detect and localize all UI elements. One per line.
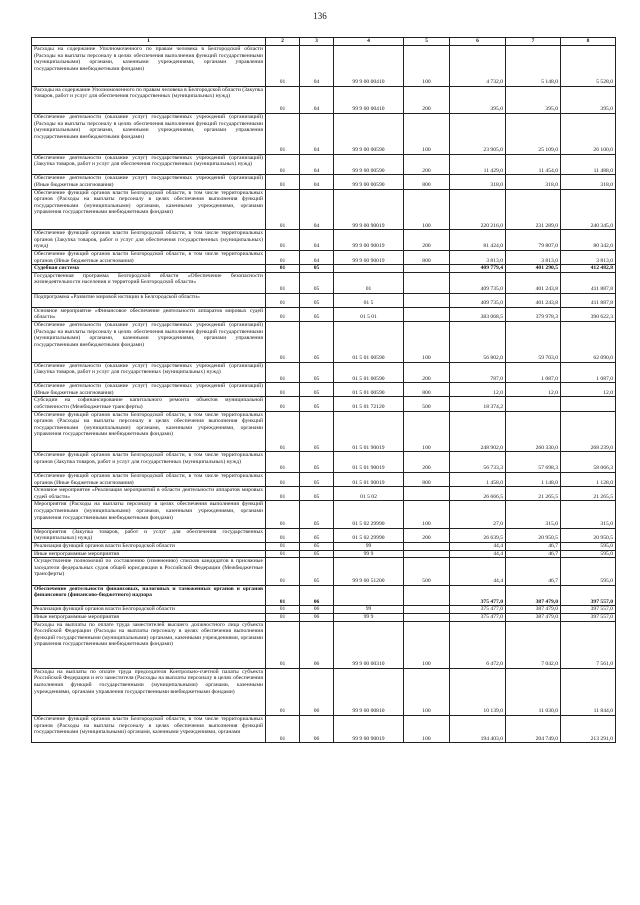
row-name: Судебная система [32, 265, 266, 273]
table-row [32, 383, 616, 397]
amount-year-2: 1 148,0 [506, 473, 561, 487]
expense-type-code: 100 [404, 668, 450, 715]
amount-year-3: 240 345,0 [561, 189, 616, 230]
target-article-code: 01 5 01 00590 [334, 362, 404, 383]
target-article-code: 01 5 [334, 293, 404, 307]
amount-year-3: 595,0 [561, 543, 616, 551]
section-code: 01 [266, 189, 300, 230]
row-name: Осуществление полномочий по составлению (изменению) списков кандидатов в присяжные заседатели федеральных судов общей юрисдикции в Российской Федерации (Межбюджетные трансферты) [32, 558, 266, 585]
table-row [32, 715, 616, 742]
subsection-code: 05 [300, 501, 334, 528]
amount-year-2: 11 454,0 [506, 154, 561, 175]
expense-type-code: 200 [404, 362, 450, 383]
section-code: 01 [266, 668, 300, 715]
subsection-code: 05 [300, 321, 334, 362]
target-article-code: 99 9 00 90019 [334, 250, 404, 264]
amount-year-3: 7 561,0 [561, 621, 616, 668]
amount-year-1: 787,0 [450, 362, 506, 383]
amount-year-3: 397 557,0 [561, 613, 616, 621]
amount-year-1: 56 733,3 [450, 452, 506, 473]
expense-type-code [404, 613, 450, 621]
amount-year-3: 318,0 [561, 175, 616, 189]
amount-year-3: 11 488,0 [561, 154, 616, 175]
page-number: 136 [313, 11, 327, 21]
row-name: Обеспечение деятельности (оказание услуг) государственных учреждений (организаций) (Расходы на выплаты персоналу в целях обеспечения выполнения функций государственными (муниципальными) органами, казенными учреждениями, органами управления государственными внебюджетными фондами) [32, 321, 266, 362]
subsection-code: 05 [300, 550, 334, 558]
row-name: Подпрограмма «Развитие мировой юстиции в Белгородской области» [32, 293, 266, 307]
amount-year-2: 20 950,5 [506, 528, 561, 542]
expense-type-code: 800 [404, 175, 450, 189]
amount-year-2: 231 289,0 [506, 189, 561, 230]
amount-year-2: 1 087,0 [506, 362, 561, 383]
amount-year-1: 18 374,2 [450, 397, 506, 411]
section-code: 01 [266, 293, 300, 307]
target-article-code: 01 5 01 00590 [334, 321, 404, 362]
amount-year-3: 12,0 [561, 383, 616, 397]
amount-year-1: 409 735,0 [450, 272, 506, 293]
amount-year-1: 10 139,0 [450, 668, 506, 715]
amount-year-2: 401 243,8 [506, 293, 561, 307]
target-article-code: 01 5 01 72120 [334, 397, 404, 411]
amount-year-2: 401 290,5 [506, 265, 561, 273]
amount-year-3: 412 482,8 [561, 265, 616, 273]
expense-type-code [404, 585, 450, 606]
subsection-code: 04 [300, 113, 334, 154]
section-code: 01 [266, 113, 300, 154]
target-article-code: 01 [334, 272, 404, 293]
amount-year-2: 57 698,3 [506, 452, 561, 473]
table-row [32, 397, 616, 411]
column-number-row [32, 38, 616, 46]
expense-type-code: 100 [404, 411, 450, 452]
expense-type-code: 100 [404, 321, 450, 362]
section-code: 01 [266, 46, 300, 87]
section-code: 01 [266, 272, 300, 293]
amount-year-2: 46,7 [506, 558, 561, 585]
target-article-code: 99 [334, 543, 404, 551]
amount-year-1: 44,4 [450, 558, 506, 585]
section-code: 01 [266, 487, 300, 501]
subsection-code: 05 [300, 452, 334, 473]
amount-year-3: 315,0 [561, 501, 616, 528]
section-code: 01 [266, 613, 300, 621]
table-row [32, 189, 616, 230]
section-code: 01 [266, 362, 300, 383]
table-row [32, 46, 616, 87]
amount-year-3: 58 066,3 [561, 452, 616, 473]
amount-year-2: 387 479,0 [506, 613, 561, 621]
amount-year-1: 26 639,5 [450, 528, 506, 542]
amount-year-2: 11 030,0 [506, 668, 561, 715]
subsection-code: 05 [300, 362, 334, 383]
amount-year-1: 44,4 [450, 550, 506, 558]
column-number: 5 [404, 38, 450, 46]
amount-year-1: 44,4 [450, 543, 506, 551]
amount-year-1: 27,0 [450, 501, 506, 528]
table-row [32, 272, 616, 293]
subsection-code: 05 [300, 487, 334, 501]
expense-type-code [404, 265, 450, 273]
expense-type-code [404, 487, 450, 501]
column-number: 8 [561, 38, 616, 46]
row-name: Обеспечение функций органов власти Белгородской области, в том числе территориальных органов (Иные бюджетные ассигнования) [32, 250, 266, 264]
subsection-code: 05 [300, 293, 334, 307]
row-name: Обеспечение деятельности (оказание услуг) государственных учреждений (организаций) (Иные бюджетные ассигнования) [32, 383, 266, 397]
amount-year-3: 1 128,0 [561, 473, 616, 487]
section-code: 01 [266, 383, 300, 397]
amount-year-1: 318,0 [450, 175, 506, 189]
table-row [32, 293, 616, 307]
column-number: 1 [32, 38, 266, 46]
amount-year-2: 387 479,0 [506, 606, 561, 614]
target-article-code: 01 5 01 90019 [334, 473, 404, 487]
column-number: 2 [266, 38, 300, 46]
target-article-code: 01 5 01 [334, 307, 404, 321]
subsection-code: 04 [300, 46, 334, 87]
amount-year-3: 411 887,8 [561, 293, 616, 307]
subsection-code: 04 [300, 175, 334, 189]
subsection-code: 04 [300, 189, 334, 230]
table-row [32, 250, 616, 264]
section-code: 01 [266, 606, 300, 614]
expense-type-code: 200 [404, 230, 450, 251]
amount-year-1: 6 472,0 [450, 621, 506, 668]
subsection-code: 05 [300, 411, 334, 452]
budget-table [31, 37, 616, 743]
expense-type-code: 100 [404, 715, 450, 742]
amount-year-2: 401 243,8 [506, 272, 561, 293]
amount-year-2: 5 148,0 [506, 46, 561, 87]
section-code: 01 [266, 621, 300, 668]
amount-year-2: 315,0 [506, 501, 561, 528]
amount-year-1: 26 666,5 [450, 487, 506, 501]
column-number: 7 [506, 38, 561, 46]
target-article-code: 99 9 [334, 613, 404, 621]
amount-year-3: 395,0 [561, 86, 616, 113]
target-article-code: 99 9 [334, 550, 404, 558]
target-article-code: 99 9 00 00590 [334, 113, 404, 154]
row-name: Обеспечение функций органов власти Белгородской области, в том числе территориальных органов (Расходы на выплаты персоналу в целях обеспечения выполнения функций государственными (муниципальными) органами, казенными учреждениями, органами управления государственными внебюджетными фондами) [32, 411, 266, 452]
table-row [32, 501, 616, 528]
row-name: Реализация функций органов власти Белгородской области [32, 606, 266, 614]
row-name: Государственная программа Белгородской области «Обеспечение безопасности жизнедеятельности населения и территорий Белгородской области» [32, 272, 266, 293]
row-name: Расходы на выплаты по оплате труда заместителей высшего должностного лица субъекта Российской Федерации (Расходы на выплаты персоналу в целях обеспечения выполнения функций государственными (муниципальными) органами, казенными учреждениями, органами управления государственными внебюджетными фондами) [32, 621, 266, 668]
table-row [32, 321, 616, 362]
row-name: Обеспечение функций органов власти Белгородской области, в том числе территориальных органов (Закупка товаров, работ и услуг для обеспечения государственных (муниципальных) нужд) [32, 230, 266, 251]
amount-year-3: 21 265,5 [561, 487, 616, 501]
column-number: 6 [450, 38, 506, 46]
expense-type-code: 200 [404, 86, 450, 113]
target-article-code: 01 5 01 00590 [334, 383, 404, 397]
target-article-code: 99 9 00 90019 [334, 230, 404, 251]
expense-type-code [404, 550, 450, 558]
row-name: Основное мероприятие «Реализация мероприятий в области деятельности аппаратов мировых судей области» [32, 487, 266, 501]
row-name: Основное мероприятие «Финансовое обеспечение деятельности аппаратов мировых судей области» [32, 307, 266, 321]
section-code: 01 [266, 154, 300, 175]
amount-year-3: 595,0 [561, 558, 616, 585]
row-name: Иные непрограммные мероприятия [32, 550, 266, 558]
row-name: Расходы на содержание Уполномоченного по правам человека в Белгородской области (Закупка товаров, работ и услуг для обеспечения государственных (муниципальных) нужд) [32, 86, 266, 113]
expense-type-code [404, 307, 450, 321]
amount-year-3: 62 090,0 [561, 321, 616, 362]
column-number: 4 [334, 38, 404, 46]
amount-year-1: 1 458,0 [450, 473, 506, 487]
expense-type-code [404, 293, 450, 307]
expense-type-code: 200 [404, 452, 450, 473]
table-row [32, 585, 616, 606]
table-row [32, 668, 616, 715]
expense-type-code: 100 [404, 501, 450, 528]
amount-year-2: 395,0 [506, 86, 561, 113]
section-code: 01 [266, 230, 300, 251]
expense-type-code: 200 [404, 154, 450, 175]
table-row [32, 558, 616, 585]
target-article-code: 01 5 01 90019 [334, 411, 404, 452]
table-row [32, 265, 616, 273]
amount-year-3: 411 887,8 [561, 272, 616, 293]
section-code: 01 [266, 175, 300, 189]
amount-year-1: 81 424,0 [450, 230, 506, 251]
subsection-code: 05 [300, 558, 334, 585]
target-article-code: 01 5 02 29990 [334, 501, 404, 528]
expense-type-code: 500 [404, 397, 450, 411]
table-row [32, 621, 616, 668]
target-article-code: 99 9 00 00410 [334, 86, 404, 113]
section-code: 01 [266, 452, 300, 473]
target-article-code [334, 585, 404, 606]
table-row [32, 550, 616, 558]
amount-year-3: 595,0 [561, 550, 616, 558]
subsection-code: 05 [300, 383, 334, 397]
table-row [32, 487, 616, 501]
amount-year-1: 375 477,0 [450, 585, 506, 606]
section-code: 01 [266, 411, 300, 452]
amount-year-1: 11 429,0 [450, 154, 506, 175]
section-code: 01 [266, 585, 300, 606]
expense-type-code: 800 [404, 250, 450, 264]
subsection-code: 06 [300, 606, 334, 614]
amount-year-3: 20 950,5 [561, 528, 616, 542]
subsection-code: 05 [300, 265, 334, 273]
amount-year-1: 383 068,5 [450, 307, 506, 321]
amount-year-3: 268 239,0 [561, 411, 616, 452]
section-code: 01 [266, 86, 300, 113]
row-name: Расходы на содержание Уполномоченного по правам человека в Белгородской области (Расходы на выплаты персоналу в целях обеспечения выполнения функций государственными (муниципальными) органами, казенными учреждениями, органами управления государственными внебюджетными фондами) [32, 46, 266, 87]
row-name: Обеспечение функций органов власти Белгородской области, в том числе территориальных органов (Расходы на выплаты персоналу в целях обеспечения выполнения функций государственными (муниципальными) органами, казенными учреждениями, органами управления государственными внебюджетными фондами) [32, 189, 266, 230]
target-article-code: 99 [334, 606, 404, 614]
subsection-code: 04 [300, 154, 334, 175]
subsection-code: 04 [300, 250, 334, 264]
subsection-code: 05 [300, 397, 334, 411]
amount-year-2: 21 265,5 [506, 487, 561, 501]
table-row [32, 606, 616, 614]
row-name: Обеспечение функций органов власти Белгородской области, в том числе территориальных органов (Иные бюджетные ассигнования) [32, 473, 266, 487]
table-row [32, 154, 616, 175]
amount-year-3: 5 528,0 [561, 46, 616, 87]
row-name: Обеспечение функций органов власти Белгородской области, в том числе территориальных органов (Расходы на выплаты персоналу в целях обеспечения выполнения функций государственными (муниципальными) органами, казенными учреждениями, органами [32, 715, 266, 742]
target-article-code: 99 9 00 00310 [334, 621, 404, 668]
table-row [32, 230, 616, 251]
amount-year-3: 3 813,0 [561, 250, 616, 264]
amount-year-2: 204 749,0 [506, 715, 561, 742]
amount-year-2: 387 479,0 [506, 585, 561, 606]
subsection-code: 05 [300, 528, 334, 542]
amount-year-3: 213 291,0 [561, 715, 616, 742]
amount-year-2: 7 042,0 [506, 621, 561, 668]
amount-year-2 [506, 397, 561, 411]
table-row [32, 613, 616, 621]
expense-type-code: 500 [404, 558, 450, 585]
subsection-code: 06 [300, 585, 334, 606]
amount-year-3: 80 342,0 [561, 230, 616, 251]
section-code: 01 [266, 265, 300, 273]
amount-year-2: 46,7 [506, 543, 561, 551]
row-name: Расходы на выплаты по оплате труда председателя Контрольно-счетной палаты субъекта Российской Федерации и его заместителя (Расходы на выплаты персоналу в целях обеспечения выполнения функций государственными (муниципальными) органами, казенными учреждениями, органами управления государственными внебюджетными фондами) [32, 668, 266, 715]
expense-type-code [404, 543, 450, 551]
section-code: 01 [266, 558, 300, 585]
target-article-code: 01 5 02 29990 [334, 528, 404, 542]
row-name: Обеспечение деятельности (оказание услуг) государственных учреждений (организаций) (Закупка товаров, работ и услуг для обеспечения государственных (муниципальных) нужд) [32, 154, 266, 175]
section-code: 01 [266, 501, 300, 528]
table-row [32, 362, 616, 383]
table-row [32, 473, 616, 487]
amount-year-2: 318,0 [506, 175, 561, 189]
target-article-code: 99 9 00 00590 [334, 154, 404, 175]
row-name: Обеспечение деятельности финансовых, налоговых и таможенных органов и органов финансового (финансово-бюджетного) надзора [32, 585, 266, 606]
amount-year-2: 3 813,0 [506, 250, 561, 264]
subsection-code: 05 [300, 272, 334, 293]
row-name: Обеспечение функций органов власти Белгородской области, в том числе территориальных органов (Закупка товаров, работ и услуг для государственных (муниципальных) нужд) [32, 452, 266, 473]
amount-year-1: 375 477,0 [450, 606, 506, 614]
subsection-code: 05 [300, 307, 334, 321]
row-name: Реализация функций органов власти Белгородской области [32, 543, 266, 551]
section-code: 01 [266, 307, 300, 321]
row-name: Мероприятия (Закупка товаров, работ и услуг для обеспечения государственных (муниципальных) нужд) [32, 528, 266, 542]
subsection-code: 06 [300, 621, 334, 668]
section-code: 01 [266, 250, 300, 264]
amount-year-1: 12,0 [450, 383, 506, 397]
amount-year-2: 379 978,3 [506, 307, 561, 321]
row-name: Иные непрограммные мероприятия [32, 613, 266, 621]
row-name: Субсидии на софинансирование капитального ремонта объектов муниципальной собственности (Межбюджетные трансферты) [32, 397, 266, 411]
target-article-code: 99 9 00 00810 [334, 668, 404, 715]
amount-year-1: 248 902,0 [450, 411, 506, 452]
subsection-code: 04 [300, 86, 334, 113]
expense-type-code: 800 [404, 383, 450, 397]
subsection-code: 06 [300, 668, 334, 715]
row-name: Мероприятия (Расходы на выплаты персоналу в целях обеспечения выполнения функций государственными (муниципальными) органами, казенными учреждениями, органами управления государственными внебюджетными фондами) [32, 501, 266, 528]
table-row [32, 543, 616, 551]
amount-year-3: 1 087,0 [561, 362, 616, 383]
amount-year-2: 25 109,0 [506, 113, 561, 154]
subsection-code: 05 [300, 473, 334, 487]
expense-type-code [404, 606, 450, 614]
row-name: Обеспечение деятельности (оказание услуг) государственных учреждений (организаций) (Иные бюджетные ассигнования) [32, 175, 266, 189]
amount-year-2: 12,0 [506, 383, 561, 397]
amount-year-1: 56 802,0 [450, 321, 506, 362]
amount-year-2: 79 807,0 [506, 230, 561, 251]
section-code: 01 [266, 473, 300, 487]
amount-year-2: 260 330,0 [506, 411, 561, 452]
amount-year-1: 3 813,0 [450, 250, 506, 264]
expense-type-code: 100 [404, 113, 450, 154]
section-code: 01 [266, 397, 300, 411]
amount-year-1: 23 905,0 [450, 113, 506, 154]
subsection-code: 06 [300, 715, 334, 742]
amount-year-3: 11 844,0 [561, 668, 616, 715]
amount-year-3: 390 622,3 [561, 307, 616, 321]
amount-year-1: 220 216,0 [450, 189, 506, 230]
amount-year-1: 375 477,0 [450, 613, 506, 621]
expense-type-code: 800 [404, 473, 450, 487]
target-article-code: 99 9 00 90019 [334, 715, 404, 742]
amount-year-1: 4 732,0 [450, 46, 506, 87]
table-row [32, 452, 616, 473]
amount-year-1: 409 735,0 [450, 293, 506, 307]
expense-type-code: 100 [404, 46, 450, 87]
subsection-code: 05 [300, 543, 334, 551]
section-code: 01 [266, 528, 300, 542]
amount-year-1: 194 403,0 [450, 715, 506, 742]
row-name: Обеспечение деятельности (оказание услуг) государственных учреждений (организаций) (Расходы на выплаты персоналу в целях обеспечения выполнения функций государственными (муниципальными) органами, казенными учреждениями, органами управления государственными внебюджетными фондами) [32, 113, 266, 154]
amount-year-2: 59 703,0 [506, 321, 561, 362]
target-article-code: 99 9 00 90019 [334, 189, 404, 230]
amount-year-2: 46,7 [506, 550, 561, 558]
expense-type-code [404, 272, 450, 293]
target-article-code: 99 9 00 00410 [334, 46, 404, 87]
table-row [32, 528, 616, 542]
target-article-code [334, 265, 404, 273]
expense-type-code: 200 [404, 528, 450, 542]
section-code: 01 [266, 321, 300, 362]
section-code: 01 [266, 550, 300, 558]
amount-year-3: 397 557,0 [561, 585, 616, 606]
amount-year-3 [561, 397, 616, 411]
amount-year-1: 409 779,4 [450, 265, 506, 273]
amount-year-1: 395,0 [450, 86, 506, 113]
section-code: 01 [266, 543, 300, 551]
table-row [32, 307, 616, 321]
table-row [32, 411, 616, 452]
table-row [32, 113, 616, 154]
subsection-code: 04 [300, 230, 334, 251]
subsection-code: 06 [300, 613, 334, 621]
amount-year-3: 26 100,0 [561, 113, 616, 154]
table-row [32, 86, 616, 113]
expense-type-code: 100 [404, 621, 450, 668]
target-article-code: 99 9 00 51200 [334, 558, 404, 585]
row-name: Обеспечение деятельности (оказание услуг) государственных учреждений (организаций) (Закупка товаров, работ и услуг для государственных (муниципальных) нужд) [32, 362, 266, 383]
target-article-code: 99 9 00 00590 [334, 175, 404, 189]
expense-type-code: 100 [404, 189, 450, 230]
column-number: 3 [300, 38, 334, 46]
target-article-code: 01 5 01 90019 [334, 452, 404, 473]
table-row [32, 175, 616, 189]
section-code: 01 [266, 715, 300, 742]
amount-year-3: 397 557,0 [561, 606, 616, 614]
target-article-code: 01 5 02 [334, 487, 404, 501]
